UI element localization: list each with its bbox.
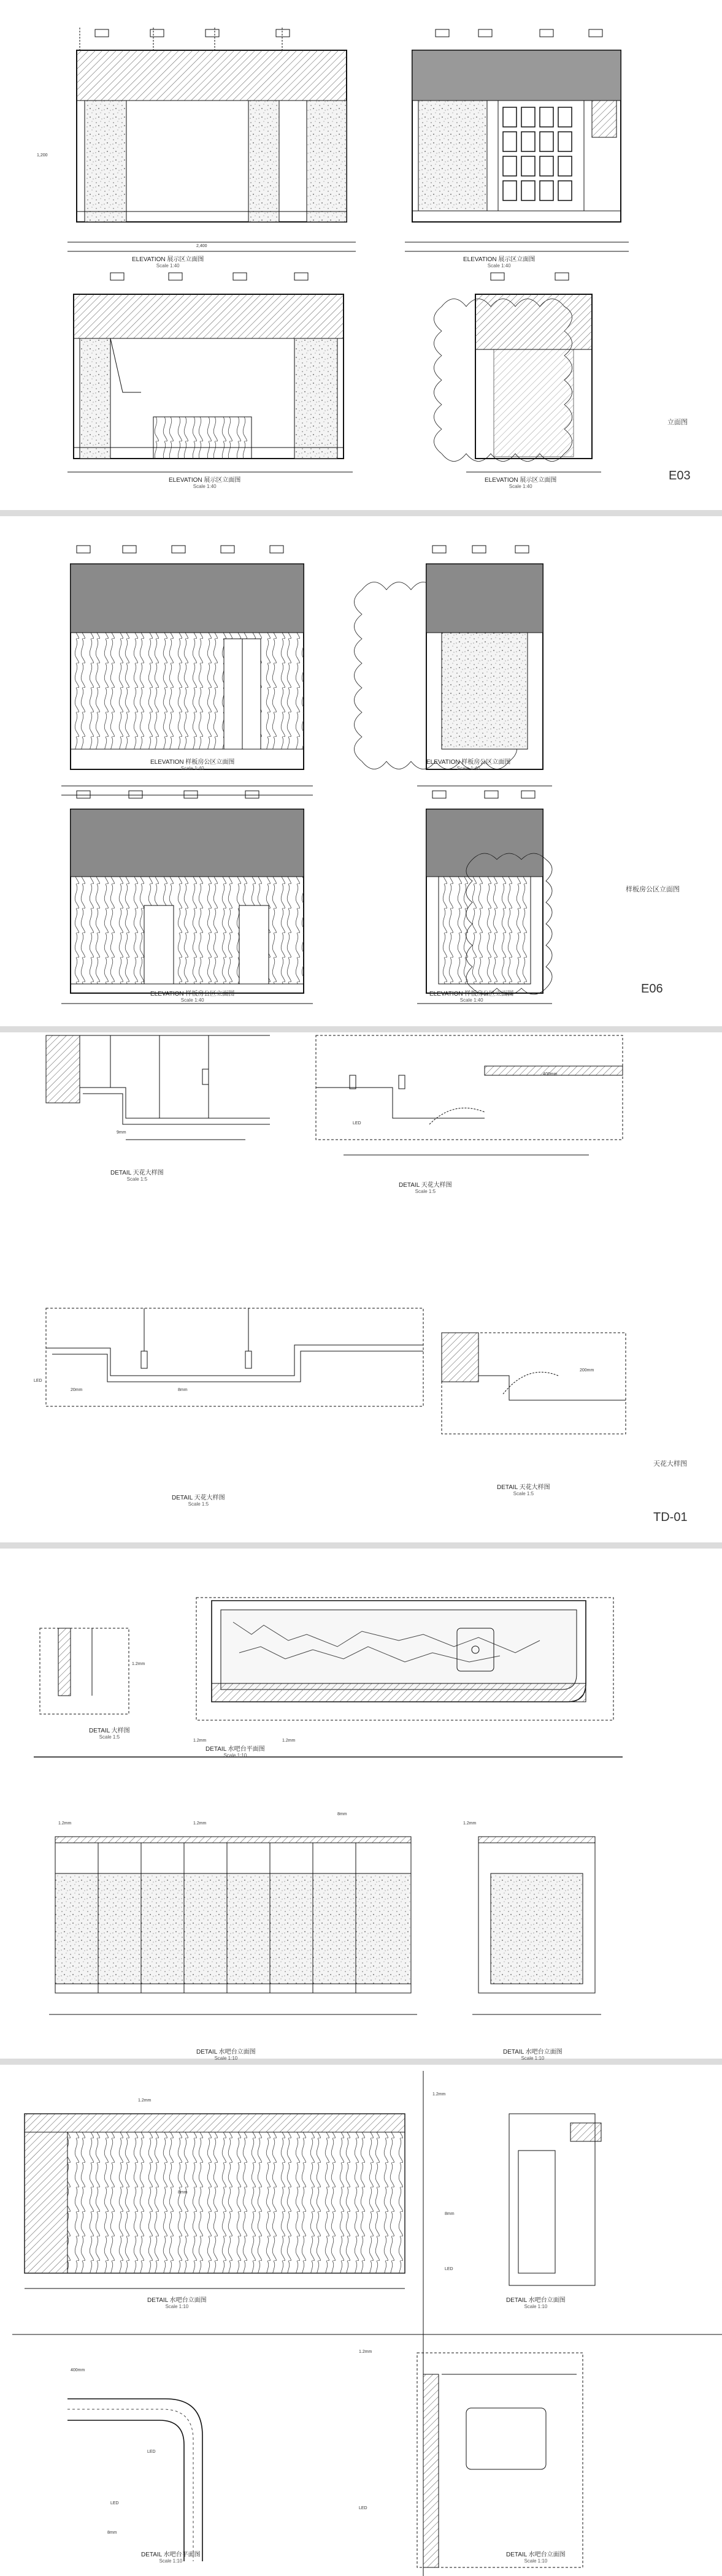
drawing-caption: ELEVATION 展示区立面图 Scale 1:40 — [463, 256, 536, 269]
dim-label: 1.2mm — [193, 1739, 207, 1743]
drawing-caption: DETAIL 天花大样图 Scale 1:5 — [172, 1495, 225, 1507]
drawing-caption: ELEVATION 样板房公区立面图 Scale 1:40 — [150, 759, 235, 771]
sheet-e03-drawing — [0, 0, 722, 510]
dim-label: 9mm — [117, 1130, 126, 1135]
sheet-side-note: 天花大样图 — [653, 1460, 687, 1468]
drawing-sheet-bar-1 — [0, 1549, 722, 2059]
elevation-top-right — [355, 546, 553, 786]
dim-label: 1.2mm — [282, 1739, 296, 1743]
led-label: LED — [359, 2506, 367, 2510]
ceiling-detail-2 — [316, 1035, 623, 1155]
dim-label: 8mm — [107, 2531, 117, 2535]
drawing-caption: ELEVATION 样板房公区立面图 Scale 1:40 — [426, 759, 511, 771]
bar-elevation-long — [49, 1837, 417, 2014]
sheet-e06-drawing — [0, 516, 722, 1026]
sheet-bar-1-drawing — [0, 1549, 722, 2059]
dim-label: 2,400 — [196, 244, 207, 248]
sheet-side-note: 立面图 — [667, 419, 688, 426]
dim-label: 1.2mm — [193, 1821, 207, 1826]
drawing-caption: ELEVATION 展示区立面图 Scale 1:40 — [132, 256, 204, 269]
elevation-top-right — [405, 29, 629, 251]
led-label: LED — [34, 1379, 42, 1383]
bar-section-right — [509, 2114, 601, 2285]
elevation-bottom-right — [417, 791, 552, 1004]
led-label: LED — [147, 2450, 156, 2454]
drawing-caption: DETAIL 天花大样图 Scale 1:5 — [110, 1170, 164, 1182]
drawing-caption: DETAIL 水吧台立面图 Scale 1:10 — [503, 2049, 563, 2061]
bar-elevation-short — [472, 1837, 601, 2014]
ceiling-detail-3 — [46, 1308, 423, 1406]
bar-section-sink — [417, 2353, 583, 2567]
drawing-sheet-e03 — [0, 0, 722, 510]
sheet-code: E06 — [641, 982, 663, 996]
ceiling-detail-4 — [442, 1333, 626, 1434]
dim-label: 8mm — [178, 2190, 188, 2195]
sheet-bar-2-drawing — [0, 2065, 722, 2576]
drawing-caption: DETAIL 天花大样图 Scale 1:5 — [497, 1484, 550, 1496]
led-label: LED — [445, 2267, 453, 2271]
elevation-bottom-left — [61, 791, 313, 1004]
dim-label: 8mm — [178, 1388, 188, 1392]
dim-label: 1.2mm — [132, 1662, 145, 1666]
dim-label: 400mm — [71, 2368, 85, 2372]
bar-plan-corner — [67, 2399, 202, 2561]
drawing-caption: ELEVATION 展示区立面图 Scale 1:40 — [169, 477, 241, 489]
wall-detail — [40, 1628, 129, 1714]
drawing-caption: DETAIL 水吧台立面图 Scale 1:10 — [196, 2049, 256, 2061]
dim-label: 8mm — [445, 2212, 455, 2216]
drawing-sheet-e06 — [0, 516, 722, 1026]
dim-label: 400mm — [543, 1072, 558, 1077]
elevation-bottom-left — [67, 273, 353, 472]
drawing-sheet-bar-2 — [0, 2065, 722, 2576]
sheet-td01-drawing — [0, 1032, 722, 1542]
dim-label: 1.2mm — [359, 2350, 372, 2354]
dim-label: 1.2mm — [138, 2098, 152, 2103]
sheet-side-note: 样板房公区立面图 — [626, 886, 680, 893]
led-label: LED — [353, 1121, 361, 1126]
sheet-code: TD-01 — [653, 1511, 688, 1524]
drawing-caption: DETAIL 天花大样图 Scale 1:5 — [399, 1182, 452, 1194]
dim-label: 1.2mm — [463, 1821, 477, 1826]
dim-label: 1.2mm — [432, 2092, 446, 2097]
drawing-caption: ELEVATION 样板房公区立面图 Scale 1:40 — [429, 991, 514, 1003]
drawing-caption: DETAIL 大样图 Scale 1:5 — [89, 1728, 130, 1740]
dim-label: 20mm — [71, 1388, 83, 1392]
drawing-caption: ELEVATION 样板房公区立面图 Scale 1:40 — [150, 991, 235, 1003]
sheet-code: E03 — [669, 469, 691, 482]
drawing-caption: DETAIL 水吧台平面图 Scale 1:10 — [141, 2551, 201, 2564]
bar-plan — [196, 1598, 613, 1720]
dim-label: 1.2mm — [58, 1821, 72, 1826]
dim-label: 1,200 — [37, 153, 48, 158]
drawing-caption: DETAIL 水吧台立面图 Scale 1:10 — [506, 2551, 566, 2564]
dim-label: 8mm — [337, 1812, 347, 1816]
drawing-sheet-td01 — [0, 1032, 722, 1542]
bar-section-elevation — [25, 2114, 405, 2288]
led-label: LED — [110, 2501, 119, 2506]
drawing-caption: DETAIL 水吧台平面图 Scale 1:10 — [205, 1746, 265, 1758]
drawing-caption: DETAIL 水吧台立面图 Scale 1:10 — [506, 2297, 566, 2309]
elevation-top-left — [67, 28, 356, 251]
ceiling-detail-1 — [46, 1035, 270, 1140]
drawing-caption: ELEVATION 展示区立面图 Scale 1:40 — [485, 477, 557, 489]
drawing-caption: DETAIL 水吧台立面图 Scale 1:10 — [147, 2297, 207, 2309]
elevation-bottom-right — [434, 273, 602, 472]
dim-label: 200mm — [580, 1368, 594, 1373]
